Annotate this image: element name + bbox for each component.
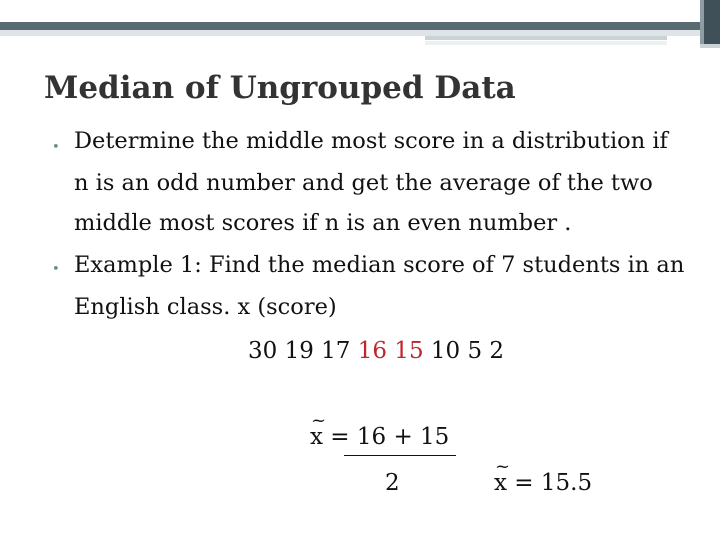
bullet-1-line-1: Determine the middle most score in a distribution if	[74, 128, 668, 154]
accent-line	[425, 36, 667, 40]
corner-block	[704, 0, 720, 44]
scores-middle-highlight: 16 15	[357, 338, 424, 364]
median-denominator: 2	[385, 470, 400, 496]
top-bar	[0, 0, 700, 22]
bullet-1-line-3: middle most scores if n is an even number .	[74, 210, 572, 236]
bullet-2-line-1: Example 1: Find the median score of 7 students in an	[74, 252, 685, 278]
numerator-text: = 16 + 15	[322, 424, 450, 450]
median-result	[494, 470, 592, 496]
fraction-line	[344, 455, 456, 456]
scores-before: 30 19 17	[248, 338, 358, 364]
bullet-icon: •	[52, 140, 60, 155]
bullet-icon: •	[52, 262, 60, 277]
median-numerator	[310, 424, 449, 450]
top-stripe	[0, 22, 706, 30]
scores-after: 10 5 2	[423, 338, 505, 364]
x-tilde-symbol: ~ x	[494, 470, 507, 496]
score-list	[248, 338, 504, 364]
result-text: = 15.5	[506, 470, 593, 496]
x-tilde-symbol: ~ x	[310, 424, 323, 450]
slide-title: Median of Ungrouped Data	[44, 70, 516, 106]
accent-line-light	[425, 41, 667, 45]
bullet-2-line-2: English class. x (score)	[74, 294, 337, 320]
corner-block-light	[700, 44, 720, 48]
bullet-1-line-2: n is an odd number and get the average of the two	[74, 170, 653, 196]
